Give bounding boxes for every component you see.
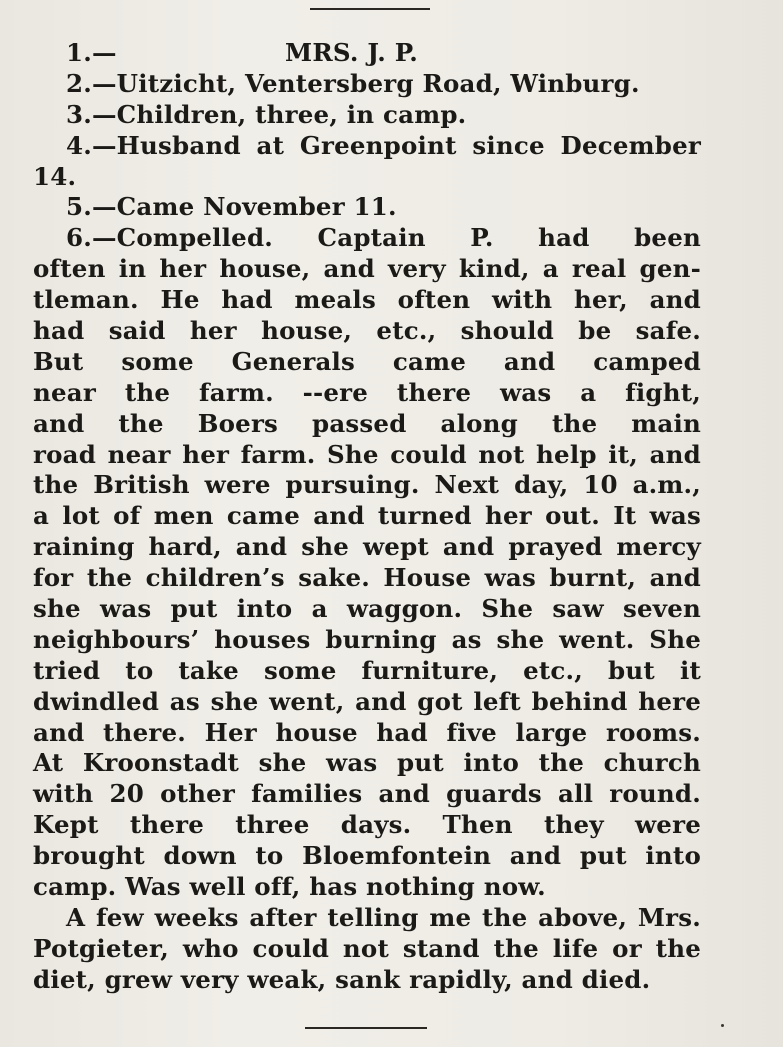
text-line: for the children’s sake. House was burnt, and xyxy=(33,563,701,593)
text-line: tried to take some furniture, etc., but it xyxy=(33,655,701,685)
text-line-epilogue-start: A few weeks after telling me the above, Mrs. xyxy=(66,902,701,932)
text-line: camp. Was well off, has nothing now. xyxy=(33,872,546,902)
text-line: tleman. He had meals often with her, and xyxy=(33,285,701,315)
text-line: But some Generals came and camped xyxy=(33,346,701,376)
text-line: road near her farm. She could not help it, and xyxy=(33,439,701,469)
text-line-compelled: 6.—Compelled. Captain P. had been xyxy=(66,223,701,253)
text-line: with 20 other families and guards all round. xyxy=(33,779,701,809)
text-line: had said her house, etc., should be safe. xyxy=(33,316,701,346)
heading-line xyxy=(33,38,701,69)
document-text xyxy=(33,38,701,996)
heading-number: 1.— xyxy=(66,38,117,67)
text-line: diet, grew very weak, sank rapidly, and died. xyxy=(33,964,651,994)
text-line: brought down to Bloemfontein and put into xyxy=(33,841,701,871)
text-line: and the Boers passed along the main xyxy=(33,408,701,438)
text-line-husband-cont: 14. xyxy=(33,161,77,191)
bottom-rule xyxy=(305,1027,427,1029)
text-line: near the farm. --ere there was a fight, xyxy=(33,377,701,407)
text-line: Potgieter, who could not stand the life or the xyxy=(33,933,701,963)
text-line: the British were pursuing. Next day, 10 a.m., xyxy=(33,470,701,500)
text-line: she was put into a waggon. She saw seven xyxy=(33,594,701,624)
text-line: a lot of men came and turned her out. It was xyxy=(33,501,701,531)
top-rule xyxy=(310,8,430,10)
ink-speck xyxy=(721,1024,724,1027)
heading-title: MRS. J. P. xyxy=(285,38,419,67)
text-line: dwindled as she went, and got left behind here xyxy=(33,686,701,716)
text-line-husband: 4.—Husband at Greenpoint since December xyxy=(66,130,701,160)
text-line: neighbours’ houses burning as she went. She xyxy=(33,624,701,654)
text-line-came: 5.—Came November 11. xyxy=(66,192,397,222)
text-line-address: 2.—Uitzicht, Ventersberg Road, Winburg. xyxy=(66,68,640,98)
text-line: often in her house, and very kind, a real gen- xyxy=(33,254,701,284)
text-line-children: 3.—Children, three, in camp. xyxy=(66,99,467,129)
text-line: raining hard, and she wept and prayed mercy xyxy=(33,532,701,562)
text-line: At Kroonstadt she was put into the church xyxy=(33,748,701,778)
text-line: and there. Her house had five large rooms. xyxy=(33,717,701,747)
text-line: Kept there three days. Then they were xyxy=(33,810,701,840)
